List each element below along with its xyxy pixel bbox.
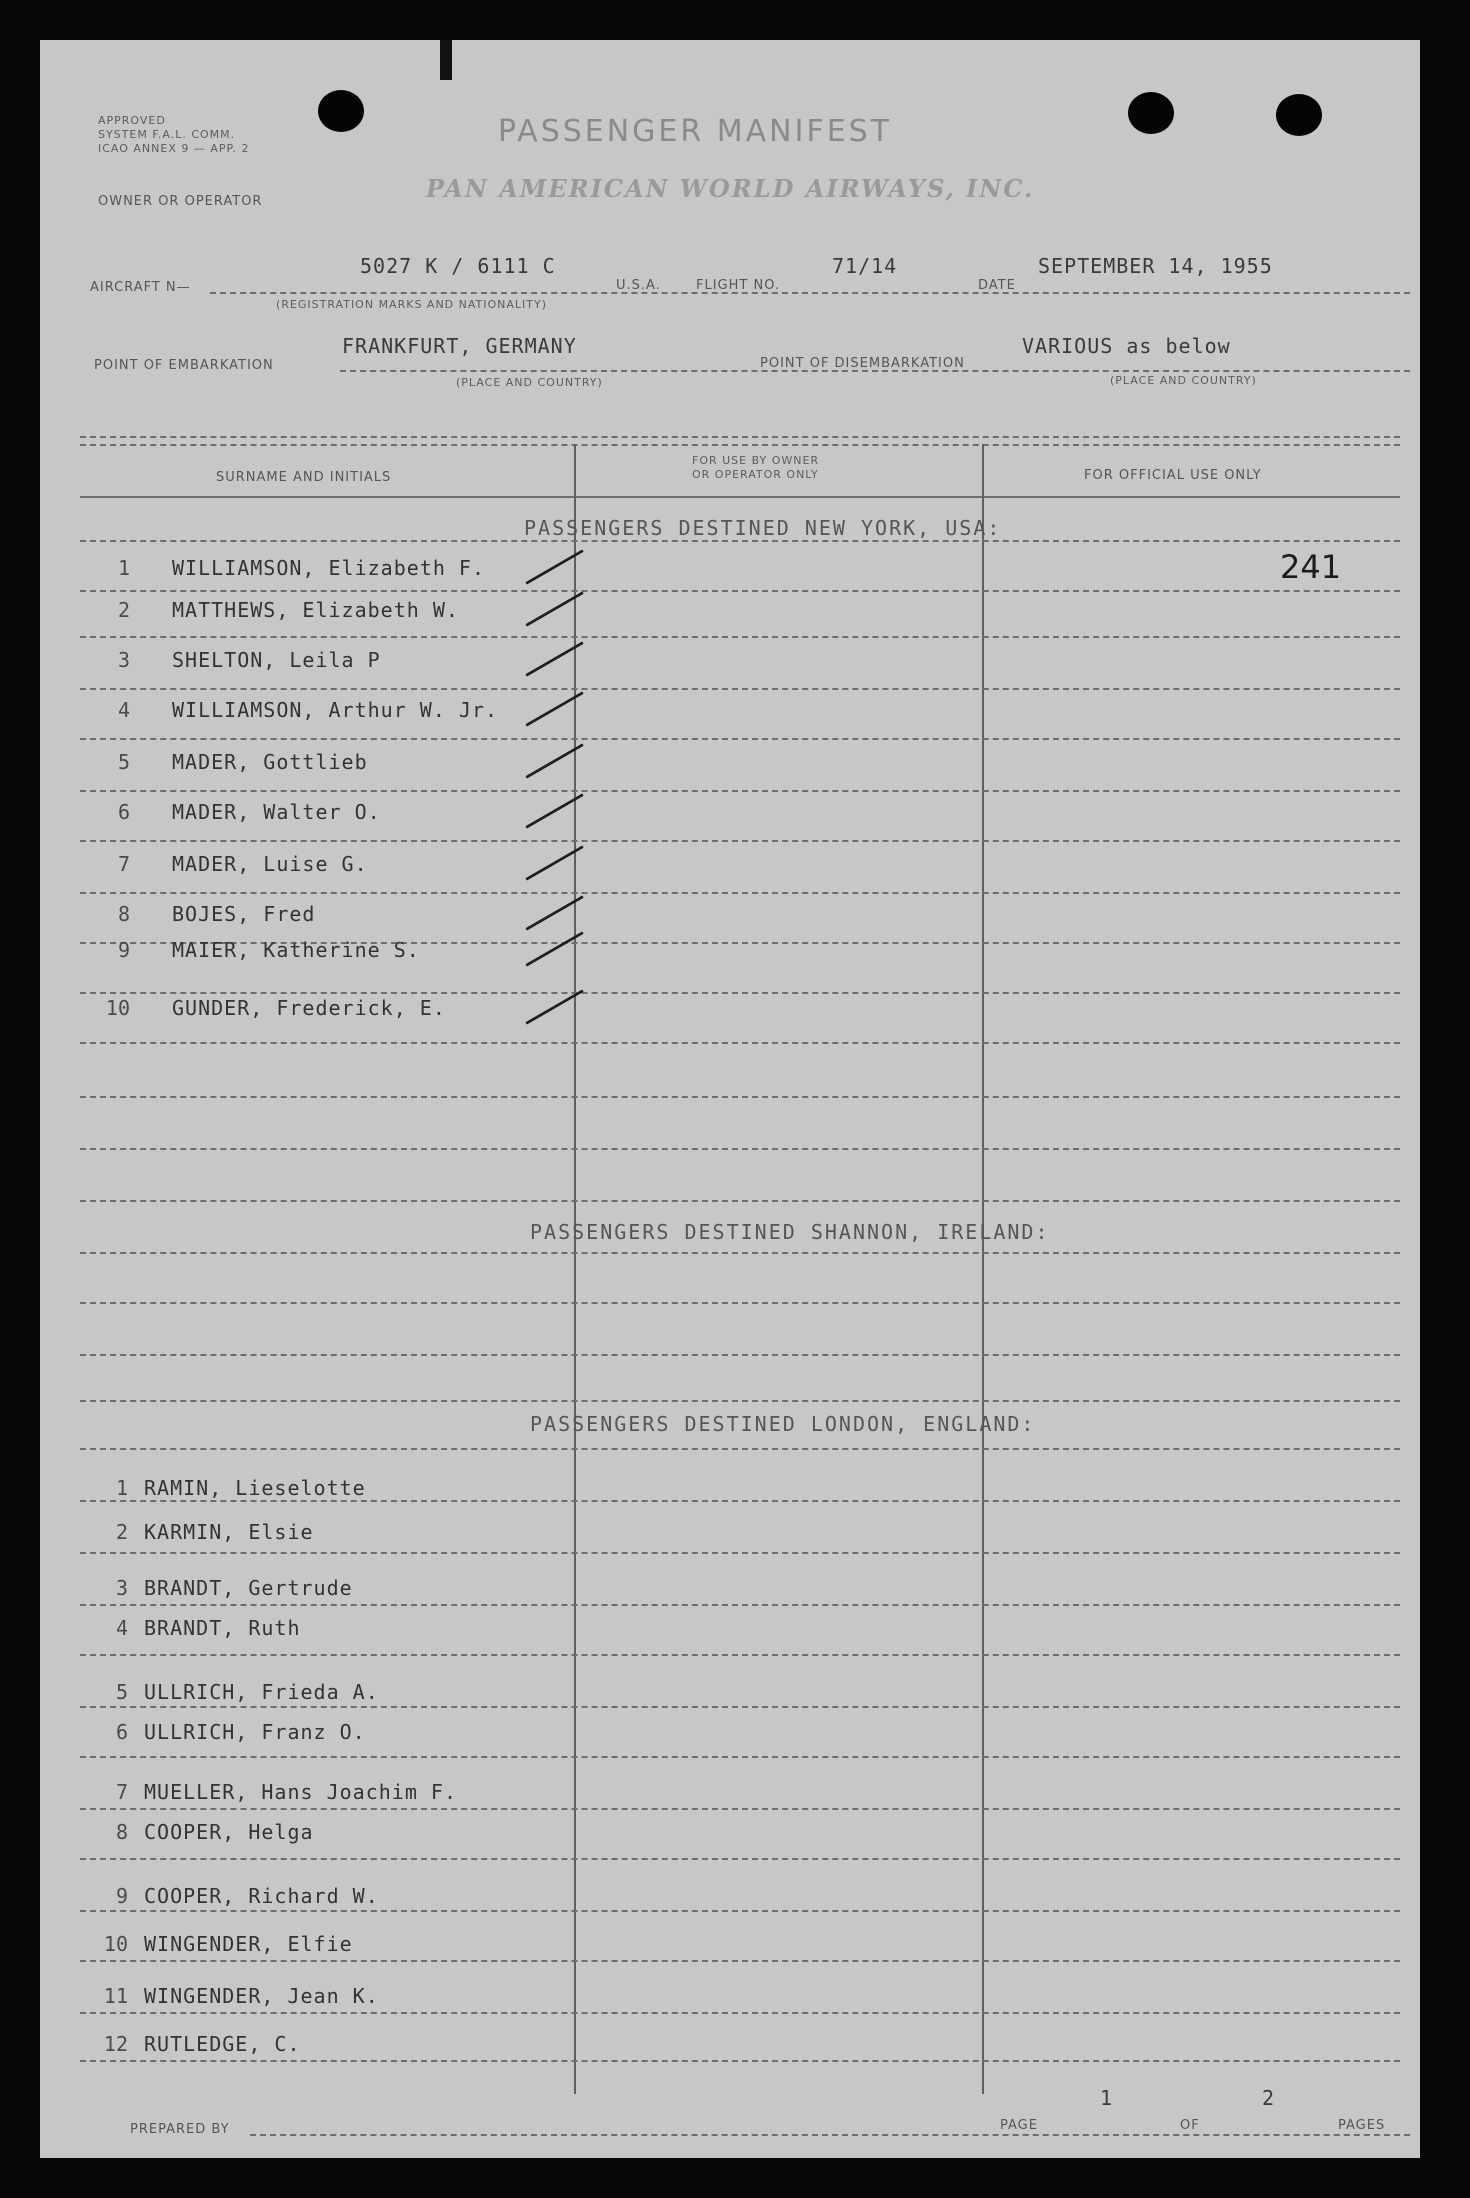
row-number: 8 [115,1820,128,1844]
section-heading-shannon: PASSENGERS DESTINED SHANNON, IRELAND: [530,1220,1050,1244]
aircraft-value: 5027 K / 6111 C [360,254,556,278]
row-number: 1 [115,1476,128,1500]
row-rule [80,1604,1400,1606]
row-rule [80,1042,1400,1044]
date-label: DATE [978,278,1016,293]
table-header-rule [80,496,1400,498]
row-rule [80,1808,1400,1810]
row-rule [80,1654,1400,1656]
column-official-use: FOR OFFICIAL USE ONLY [1084,468,1262,483]
row-number: 2 [115,1520,128,1544]
passenger-name: BOJES, Fred [172,902,316,926]
prepared-label: PREPARED BY [130,2122,230,2137]
flight-value: 71/14 [832,254,898,278]
passenger-name: BRANDT, Ruth [144,1616,301,1640]
row-number: 4 [117,698,130,722]
row-number: 8 [117,902,130,926]
disembarkation-label: POINT OF DISEMBARKATION [760,356,965,371]
row-number: 12 [103,2032,128,2056]
row-rule [80,790,1400,792]
disembarkation-caption: (PLACE AND COUNTRY) [1110,374,1257,387]
row-number: 10 [103,1932,128,1956]
row-rule [80,2060,1400,2062]
column-surname: SURNAME AND INITIALS [216,470,392,485]
column-owner-use-1: FOR USE BY OWNER [692,454,820,467]
staple-mark [440,40,452,80]
row-rule [80,1756,1400,1758]
embarkation-label: POINT OF EMBARKATION [94,358,274,373]
row-rule [80,1552,1400,1554]
row-rule [80,840,1400,842]
official-note: 241 [1280,548,1342,586]
passenger-name: ULLRICH, Franz O. [144,1720,366,1744]
row-number: 3 [115,1576,128,1600]
passenger-name: COOPER, Richard W. [144,1884,379,1908]
row-number: 2 [117,598,130,622]
section-heading-new-york: PASSENGERS DESTINED NEW YORK, USA: [524,516,1002,540]
prepared-underline [250,2134,1410,2136]
row-rule [80,892,1400,894]
row-number: 5 [117,750,130,774]
owner-label: OWNER OR OPERATOR [98,194,263,209]
pages-value: 2 [1262,2086,1276,2110]
punch-hole-left [318,90,364,132]
passenger-name: WILLIAMSON, Elizabeth F. [172,556,485,580]
column-divider-2 [982,444,984,2094]
punch-hole-right-2 [1276,94,1322,136]
row-rule [80,992,1400,994]
passenger-name: WINGENDER, Jean K. [144,1984,379,2008]
row-number: 3 [117,648,130,672]
row-rule [80,2012,1400,2014]
row-rule [80,1960,1400,1962]
passenger-name: BRANDT, Gertrude [144,1576,353,1600]
row-rule [80,636,1400,638]
row-rule [80,1448,1400,1450]
passenger-name: MADER, Luise G. [172,852,368,876]
row-rule [80,1200,1400,1202]
passenger-name: RUTLEDGE, C. [144,2032,301,2056]
approval-line-3: ICAO ANNEX 9 — APP. 2 [98,142,250,155]
row-number: 7 [117,852,130,876]
row-rule [80,540,1400,542]
of-label: OF [1180,2118,1200,2133]
embarkation-caption: (PLACE AND COUNTRY) [456,376,603,389]
row-rule [80,590,1400,592]
page-title: PASSENGER MANIFEST [498,114,893,149]
passenger-name: COOPER, Helga [144,1820,314,1844]
approval-line-1: APPROVED [98,114,166,127]
passenger-name: RAMIN, Lieselotte [144,1476,366,1500]
row-rule [80,1096,1400,1098]
table-top-rule [80,436,1400,438]
nationality: U.S.A. [616,278,661,293]
row-number: 7 [115,1780,128,1804]
row-number: 10 [105,996,130,1020]
passenger-name: SHELTON, Leila P [172,648,381,672]
aircraft-underline [210,292,1410,294]
passenger-name: WINGENDER, Elfie [144,1932,353,1956]
row-rule [80,1910,1400,1912]
disembarkation-value: VARIOUS as below [1022,334,1231,358]
column-owner-use-2: OR OPERATOR ONLY [692,468,819,481]
registration-caption: (REGISTRATION MARKS AND NATIONALITY) [276,298,548,311]
passenger-name: GUNDER, Frederick, E. [172,996,446,1020]
section-heading-london: PASSENGERS DESTINED LONDON, ENGLAND: [530,1412,1036,1436]
manifest-page [40,40,1420,2158]
operator-name: PAN AMERICAN WORLD AIRWAYS, INC. [426,174,1035,203]
row-rule [80,1858,1400,1860]
row-rule [80,688,1400,690]
row-rule [80,1500,1400,1502]
passenger-name: MAIER, Katherine S. [172,938,420,962]
table-top-rule-2 [80,444,1400,446]
row-rule [80,1400,1400,1402]
page-value: 1 [1100,2086,1114,2110]
approval-line-2: SYSTEM F.A.L. COMM. [98,128,236,141]
row-number: 11 [103,1984,128,2008]
row-number: 6 [117,800,130,824]
column-divider-1 [574,444,576,2094]
passenger-name: MATTHEWS, Elizabeth W. [172,598,459,622]
passenger-name: WILLIAMSON, Arthur W. Jr. [172,698,499,722]
row-number: 1 [117,556,130,580]
page-label: PAGE [1000,2118,1038,2133]
row-number: 6 [115,1720,128,1744]
row-rule [80,1354,1400,1356]
passenger-name: ULLRICH, Frieda A. [144,1680,379,1704]
row-rule [80,1252,1400,1254]
punch-hole-right-1 [1128,92,1174,134]
row-number: 9 [115,1884,128,1908]
row-rule [80,1706,1400,1708]
aircraft-label: AIRCRAFT N— [90,280,191,295]
date-value: SEPTEMBER 14, 1955 [1038,254,1273,278]
row-rule [80,1302,1400,1304]
pages-label: PAGES [1338,2118,1386,2133]
passenger-name: MADER, Gottlieb [172,750,368,774]
embarkation-value: FRANKFURT, GERMANY [342,334,577,358]
passenger-name: MUELLER, Hans Joachim F. [144,1780,457,1804]
passenger-name: MADER, Walter O. [172,800,381,824]
row-number: 9 [117,938,130,962]
row-number: 4 [115,1616,128,1640]
row-number: 5 [115,1680,128,1704]
passenger-name: KARMIN, Elsie [144,1520,314,1544]
flight-label: FLIGHT NO. [696,278,781,293]
row-rule [80,1148,1400,1150]
row-rule [80,738,1400,740]
